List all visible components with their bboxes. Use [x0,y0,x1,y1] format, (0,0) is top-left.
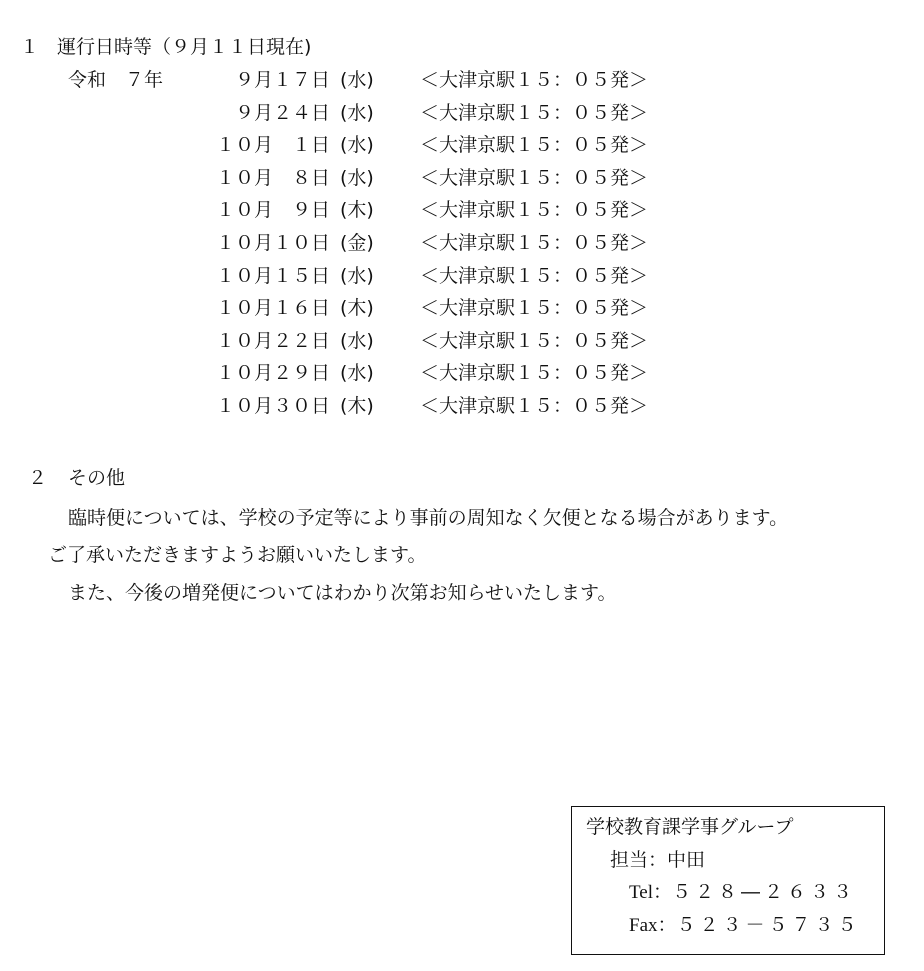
section-2-number: ２ [28,467,48,489]
schedule-date: １０月１０日 [215,232,330,254]
contact-fax [629,913,861,938]
schedule-date: １０月１６日 [215,297,330,320]
tel-label: Tel： [629,882,672,903]
schedule-row [0,133,924,165]
schedule-row [0,198,924,230]
schedule-departure: ＜大津京駅１５：０５発＞ [420,101,649,124]
schedule-row [0,264,924,296]
schedule-row [0,68,924,100]
contact-department: 学校教育課学事グループ [586,816,794,838]
schedule-date: １０月３０日 [215,395,330,417]
schedule-departure: ＜大津京駅１５：０５発＞ [420,69,649,91]
section-1-title: 運行日時等（９月１１日現在) [57,36,312,58]
schedule-date: １０月２２日 [215,329,330,352]
schedule-row [0,101,924,133]
schedule-row [0,361,924,393]
fax-label: Fax： [629,915,677,936]
contact-tel [629,880,856,905]
schedule-departure: ＜大津京駅１５：０５発＞ [420,134,649,157]
schedule-day-of-week: (水) [340,134,374,157]
notice-paragraph-1: 臨時便については、学校の予定等により事前の周知なく欠便となる場合があります。 [68,507,789,529]
schedule-day-of-week: (水) [340,264,374,287]
fax-value: ５２３－５７３５ [676,914,861,936]
schedule-departure: ＜大津京駅１５：０５発＞ [420,166,649,189]
schedule-day-of-week: (水) [340,69,374,91]
schedule-day-of-week: (水) [340,362,374,385]
schedule-departure: ＜大津京駅１５：０５発＞ [420,329,649,352]
contact-box [571,806,885,955]
schedule-row [0,296,924,328]
contact-person: 担当：中田 [610,849,706,871]
schedule-departure: ＜大津京駅１５：０５発＞ [420,199,649,222]
schedule-date: １０月 １日 [215,134,330,157]
schedule-day-of-week: (水) [340,166,374,189]
schedule-date: １０月 ８日 [215,166,330,189]
section-2-title: その他 [68,467,126,489]
schedule-day-of-week: (金) [340,232,374,254]
schedule-row [0,231,924,263]
schedule-day-of-week: (水) [340,101,374,124]
schedule-departure: ＜大津京駅１５：０５発＞ [420,362,649,385]
schedule-date: ９月２４日 [234,101,330,124]
tel-value: ５２８―２６３３ [672,881,857,903]
schedule-departure: ＜大津京駅１５：０５発＞ [420,264,649,287]
schedule-day-of-week: (木) [340,395,374,417]
schedule-day-of-week: (水) [340,329,374,352]
schedule-departure: ＜大津京駅１５：０５発＞ [420,297,649,320]
schedule-day-of-week: (木) [340,199,374,222]
section-1-number: １ [20,36,40,58]
notice-paragraph-2: ご了承いただきますようお願いいたします。 [48,544,427,566]
schedule-date: １０月 ９日 [215,199,330,222]
schedule-date: １０月２９日 [215,362,330,385]
schedule-date: ９月１７日 [234,69,330,91]
notice-paragraph-3: また、今後の増発便についてはわかり次第お知らせいたします。 [68,582,617,604]
schedule-row [0,394,924,426]
schedule-day-of-week: (木) [340,297,374,320]
schedule-departure: ＜大津京駅１５：０５発＞ [420,232,649,254]
schedule-row [0,166,924,198]
schedule-departure: ＜大津京駅１５：０５発＞ [420,395,649,417]
schedule-row [0,329,924,361]
era-year-label: 令和 ７年 [68,69,164,91]
schedule-date: １０月１５日 [215,264,330,287]
